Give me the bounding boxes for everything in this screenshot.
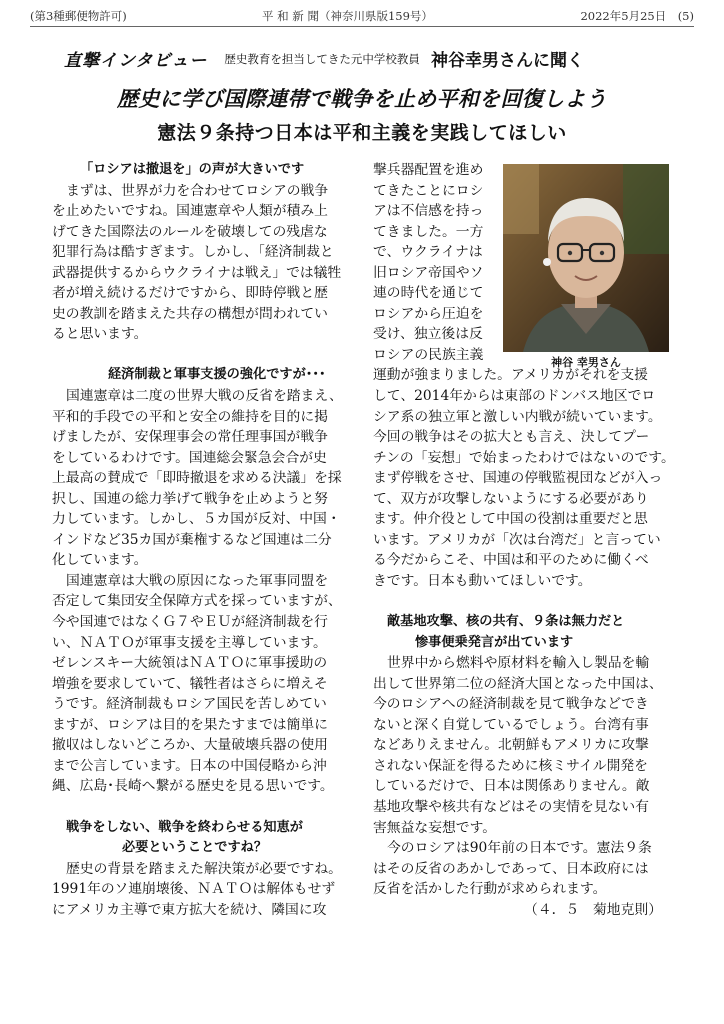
text-line: 増強を要求していて、犠牲者はさらに増えそ (52, 675, 328, 692)
text-line: ますが、ロシアは目的を果たすまでは簡単に (52, 716, 328, 733)
section-gap (52, 797, 370, 818)
text-line: にアメリカ主導で東方拡大を続け、隣国に攻 (52, 901, 327, 918)
text-line: 今のロシアは90年前の日本です。憲法９条 (387, 840, 652, 857)
text-line: して、2014年からは東部のドンバス地区でロ (373, 388, 656, 405)
text-line: ます。仲介役として中国の役割は重要だと思 (373, 511, 648, 528)
text-line: 出して世界第二位の経済大国となった中国は、 (373, 675, 663, 692)
text-line: 旧ロシア帝国やソ (373, 264, 484, 281)
text-line: る今だからこそ、中国は和平のために働くべ (373, 552, 649, 569)
text-line: 武器提供するからウクライナは戦え」では犠牲 (52, 264, 342, 281)
text-line: うです。経済制裁もロシア国民を苦しめてい (52, 696, 327, 713)
newspaper-title: 平 和 新 聞（神奈川県版159号） (262, 9, 433, 23)
text-line: 基地攻撃や核共有などはその実情を見ない有 (373, 798, 649, 815)
text-line: います。アメリカが「次は台湾だ」と言ってい (373, 531, 661, 548)
text-line: 撤収はしないどころか、大量破壊兵器の使用 (52, 737, 328, 754)
text-line: ないと深く自覚しているでしょう。台湾有事 (373, 716, 649, 733)
text-line: 者が増え続けるだけですから、即時停戦と歴 (52, 285, 328, 302)
text-line: て、双方が攻撃しないようにする必要があり (373, 490, 649, 507)
text-line: てきたことにロシ (373, 182, 484, 199)
text-line: 今のロシアへの経済制裁を見て戦争などでき (373, 696, 649, 713)
text-line: 撃兵器配置を進め (373, 162, 484, 178)
section-gap (373, 591, 672, 612)
text-line: 害無益な妄想です。 (373, 819, 497, 836)
text-line: ると思います。 (52, 326, 148, 343)
text-line: 国連憲章は大戦の原因になった軍事同盟を (66, 572, 329, 589)
section-heading: 敵基地攻撃、核の共有、９条は無力だと (387, 614, 625, 630)
text-line: 犯罪行為は酷すぎます。しかし、「経済制裁と (52, 244, 334, 261)
interviewee-name: 神谷幸男さんに聞く (431, 51, 585, 71)
text-line: 今や国連ではなくＧ７やＥＵが経済制裁を行 (52, 614, 328, 631)
text-line: 連の時代を通じて (373, 285, 484, 302)
text-line: まず停戦をさせ、国連の停戦監視団などが入っ (373, 470, 663, 487)
interview-kicker (64, 46, 684, 72)
headline: 歴史に学び国際連帯で戦争を止め平和を回復しよう (117, 87, 607, 111)
text-line: はその反省のあかしであって、日本政府には (373, 860, 649, 877)
interviewee-description: 歴史教育を担当してきた元中学校教員 (224, 51, 420, 66)
text-line: 1991年のソ連崩壊後、ＮＡＴＯは解体もせず (52, 881, 336, 898)
text-line: 択し、国連の総力挙げて戦争を止めようと努 (52, 490, 328, 507)
text-line: 平和的手段での平和と安全の維持を目的に掲 (52, 408, 328, 425)
text-line: 受け、独立後は反 (373, 326, 483, 343)
section-heading: 必要ということですね？ (122, 840, 268, 856)
byline: （４．５ 菊地克則） (524, 901, 662, 918)
text-line: げましたが、安保理事会の常任理事国が戦争 (52, 429, 328, 446)
text-line: 国連憲章は二度の世界大戦の反省を踏まえ、 (66, 388, 343, 405)
text-line: で、ウクライナは (373, 244, 483, 261)
text-line: 歴史の背景を踏まえた解決策が必要ですね。 (66, 860, 342, 877)
left-column (52, 160, 370, 920)
text-line: きです。日本も動いてほしいです。 (373, 572, 592, 589)
issue-date: 2022年5月25日 (5) (580, 9, 694, 23)
text-line: シア系の独立軍と激しい内戦が続いています。 (373, 408, 662, 425)
text-line: アは不信感を持っ (373, 203, 484, 220)
section-heading: 経済制裁と軍事支援の強化ですが･･･ (108, 367, 326, 383)
text-line: されない保証を得るために核ミサイル開発を (373, 757, 648, 774)
page-header (30, 2, 694, 27)
text-line: 反省を活かした行動が求められます。 (373, 881, 607, 898)
text-line: をしているわけです。国連総会緊急会合が史 (52, 449, 327, 466)
photo-caption: 神谷 幸男さん (551, 356, 621, 369)
text-line: い、ＮＡＴＯが軍事支援を主導しています。 (52, 634, 327, 651)
text-line: 運動が強まりました。アメリカがそれを支援 (373, 367, 648, 384)
text-line: てきました。一方 (373, 223, 484, 240)
text-line: チンの「妄想」で始まったわけではないのです。 (373, 449, 675, 466)
text-line: ゼレンスキー大統領はＮＡＴＯに軍事援助の (52, 655, 328, 672)
text-line: などありえません。北朝鮮もアメリカに攻撃 (373, 737, 649, 754)
postal-permit: (第3種郵便物許可) (30, 9, 127, 23)
text-line: まずは、世界が力を合わせてロシアの戦争 (66, 182, 329, 199)
text-line: 縄、広島･長崎へ繋がる歴史を見る思いです。 (52, 778, 334, 795)
text-line: を止めたいですね。国連憲章や人類が積み上 (52, 203, 328, 220)
section-heading: 惨事便乗発言が出ています (415, 634, 574, 650)
text-line: 世界中から燃料や原材料を輸入し製品を輸 (387, 655, 650, 672)
text-line: しているだけで、日本は関係ありません。敵 (373, 778, 650, 795)
text-line: げてきた国際法のルールを破壊しての残虐な (52, 223, 328, 240)
text-line: 否定して集団安全保障方式を採っていますが、 (52, 593, 342, 610)
portrait-photo (503, 164, 669, 352)
text-line: ロシアから圧迫を (373, 305, 484, 322)
section-heading: 戦争をしない、戦争を終わらせる知恵が (66, 819, 303, 835)
text-line: 化しています。 (52, 552, 148, 569)
text-line: 今回の戦争はその拡大とも言え、決してプー (373, 429, 650, 446)
text-line: インドなど35カ国が棄権するなど国連は二分 (52, 531, 332, 548)
text-line: まで公言しています。日本の中国侵略から沖 (52, 757, 327, 774)
section-gap (52, 345, 370, 366)
text-line: 上最高の賛成で「即時撤退を求める決議」を採 (52, 470, 342, 487)
interview-label: 直撃インタビュー (64, 51, 208, 71)
subheadline: 憲法９条持つ日本は平和主義を実践してほしい (157, 122, 567, 144)
photo-block (503, 164, 669, 374)
text-line: 力しています。しかし、５カ国が反対、中国・ (52, 511, 341, 528)
text-line: ロシアの民族主義 (373, 346, 484, 363)
text-line: 史の教訓を踏まえた共存の構想が問われてい (52, 305, 328, 322)
section-heading: 「ロシアは撤退を」の声が大きいです (80, 162, 305, 177)
